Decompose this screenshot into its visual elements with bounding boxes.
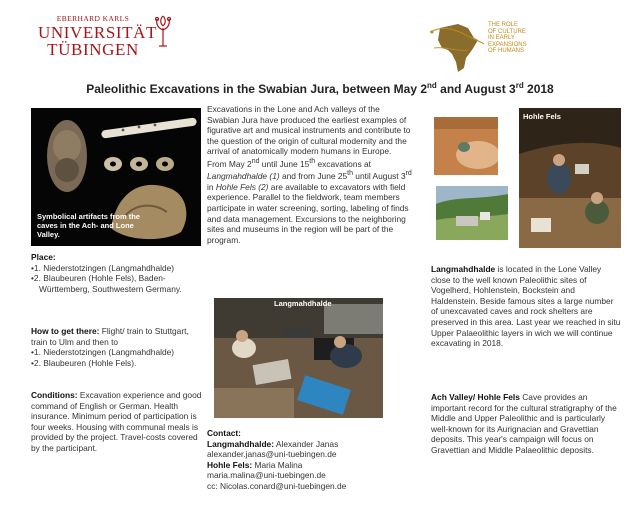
title-sup: rd xyxy=(515,81,524,90)
getting-there-list xyxy=(31,347,201,368)
title-text: Paleolithic Excavations in the Swabian Jura, between May 2 xyxy=(86,82,428,96)
page-title xyxy=(0,81,640,96)
intro-sup: rd xyxy=(405,170,412,178)
langmahdhalde-heading: Langmahdhalde xyxy=(431,264,496,274)
artifacts-caption: Symbolical artifacts from the caves in the Ach- and Lone Valley. xyxy=(37,212,140,239)
university-seal-icon xyxy=(152,14,174,48)
contact-label: Langmahdhalde: xyxy=(207,438,275,449)
site-name: Langmahdhalde (1) xyxy=(207,171,280,182)
intro-sup: nd xyxy=(251,157,260,165)
intro-text: in xyxy=(207,181,216,192)
langmahdhalde-caption: Langmahdhalde xyxy=(274,299,332,308)
getting-there-text: Flight/ train to Stuttgart, train to Ulm and then to xyxy=(31,326,189,347)
contact-name: Alexander Janas xyxy=(274,438,339,449)
roc-line: IN EARLY xyxy=(488,35,515,42)
hohle-fels-photo xyxy=(519,108,621,248)
list-item: •1. Niederstotzingen (Langmahdhalde) xyxy=(31,347,175,358)
landscape-photo xyxy=(436,186,508,240)
place-list xyxy=(31,263,201,295)
site-name: Hohle Fels (2) xyxy=(215,181,269,192)
langmahdhalde-text: is located in the Lone Valley close to the well known Paleolithic sites of Vogelherd, Hohlenstein, Bockstein and Haldenstein. Beside famous sites a large number of unexcavated caves and rock shelters are preserved in this area. Last year we reached in situ Upper Palaeolithic layers in wich we will continue excavating in 2018. xyxy=(431,264,621,349)
place-heading: Place: xyxy=(31,252,56,262)
intro-text: until June 15 xyxy=(259,158,310,169)
uni-name-line2: TÜBINGEN xyxy=(47,40,139,59)
ach-valley-description xyxy=(431,392,621,456)
list-item: •1. Niederstotzingen (Langmahdhalde) xyxy=(31,262,175,273)
hohle-fels-illustration xyxy=(519,108,621,248)
intro-text: until August 3 xyxy=(352,171,406,182)
roc-line: EXPANSIONS xyxy=(488,41,527,48)
getting-there-section xyxy=(31,326,201,368)
roc-line: OF HUMANS xyxy=(488,48,524,55)
roc-line: THE ROLE xyxy=(488,22,519,28)
contact-heading: Contact: xyxy=(207,428,241,438)
cc-email[interactable]: cc: Nicolas.conard@uni-tuebingen.de xyxy=(207,480,347,491)
intro-text: are available to excavators with field experience. Parallel to the fieldwork, team members participate in water screening, sorting, labeling of finds and data management. Excursions to the neighboring sites and museums in the region will be part of the program. xyxy=(207,181,409,245)
contact-name: Maria Malina xyxy=(252,459,303,470)
list-item: •2. Blaubeuren (Hohle Fels), Baden-Württemberg, Southwestern Germany. xyxy=(31,273,182,294)
title-sup: nd xyxy=(427,81,437,90)
uni-name-small: EBERHARD KARLS xyxy=(56,14,130,23)
list-item: •2. Blaubeuren (Hohle Fels). xyxy=(31,357,137,368)
artifacts-image xyxy=(31,108,201,246)
closeup-illustration xyxy=(434,117,498,175)
intro-sup: th xyxy=(309,157,316,165)
intro-text: excavations at xyxy=(315,158,371,169)
title-text: and August 3 xyxy=(436,82,516,96)
contact-section xyxy=(207,428,417,492)
university-logo xyxy=(38,14,188,70)
email-link[interactable]: maria.malina@uni-tuebingen.de xyxy=(207,470,326,481)
hohle-fels-caption: Hohle Fels xyxy=(523,112,561,121)
landscape-illustration xyxy=(436,186,508,240)
intro-text: and from June 25 xyxy=(279,171,348,182)
conditions-section xyxy=(31,390,203,454)
artifact-closeup-photo xyxy=(434,117,498,175)
langmahdhalde-photo xyxy=(214,298,383,418)
intro-sup: th xyxy=(347,170,353,178)
langmahdhalde-description xyxy=(431,264,621,349)
intro-text: Excavations in the Lone and Ach valleys of the Swabian Jura have produced the earliest examples of figurative art and musical instruments and contribute to the question of the origin of cultural modernity and the arrival of anatomically modern humans in Europe. From May 2 xyxy=(207,104,411,169)
conditions-text: Excavation experience and good command of English or German. Health insurance. Minimum period of participation is four weeks. Housing with communal meals is provided by the project. Travel-costs covered by the participant. xyxy=(31,390,202,453)
langmahdhalde-illustration xyxy=(214,298,383,418)
roc-line: OF CULTURE xyxy=(488,28,526,35)
ach-valley-text: Cave provides an important record for the cultural stratigraphy of the Middle and Upper Paleolithic and is particularly well-known for its Aurignacian and Gravettian deposits. This year's campaign will focus on Gravettian and Middle Palaeolithic deposits. xyxy=(431,392,617,455)
uni-name-line1: UNIVERSITÄT xyxy=(38,23,157,42)
getting-there-heading: How to get there: xyxy=(31,326,100,336)
place-section xyxy=(31,252,201,294)
africa-map-icon xyxy=(428,18,486,76)
ach-valley-heading: Ach Valley/ Hohle Fels xyxy=(431,392,520,402)
roc-title xyxy=(488,22,527,55)
intro-paragraph xyxy=(207,104,413,245)
email-link[interactable]: alexander.janas@uni-tuebingen.de xyxy=(207,449,337,460)
roc-logo xyxy=(428,18,618,78)
conditions-heading: Conditions: xyxy=(31,390,78,400)
title-text: 2018 xyxy=(523,82,554,96)
contact-label: Hohle Fels: xyxy=(207,459,253,470)
